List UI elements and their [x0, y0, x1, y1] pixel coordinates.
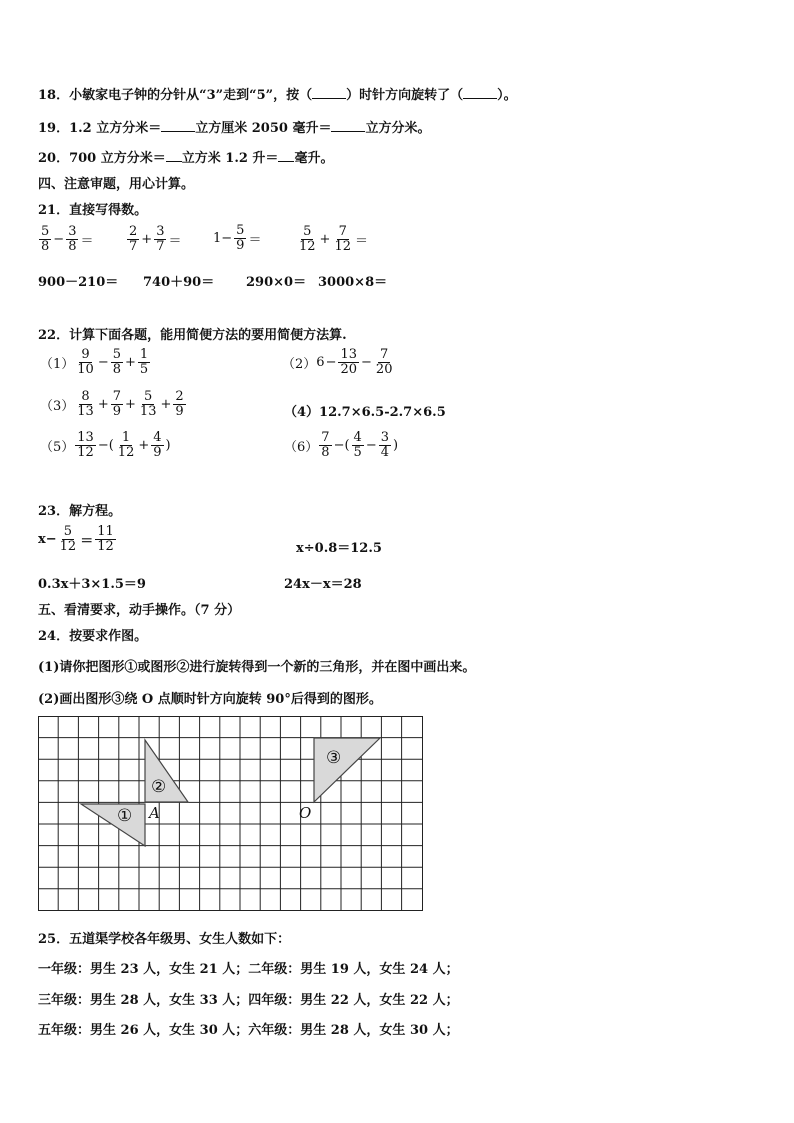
- q23-title: 23．解方程。: [38, 504, 122, 519]
- q18-blank-2[interactable]: [463, 98, 497, 99]
- point-a-label: A: [149, 804, 160, 822]
- question-18: [38, 84, 517, 103]
- q19-blank-2[interactable]: [331, 131, 365, 132]
- q19-blank-1[interactable]: [161, 131, 195, 132]
- q22-item-6: （6） $\frac{7}{8}$ −( $\frac{4}{5}$ − $\frac{3}{4}$ ): [284, 430, 399, 460]
- q25-line-1: 一年级：男生 23 人，女生 21 人；二年级：男生 19 人，女生 24 人；: [38, 962, 459, 977]
- q20-blank-1[interactable]: [166, 161, 182, 162]
- q21-item-2: $\frac{2}{7}$ + $\frac{3}{7}$ ＝: [129, 224, 182, 254]
- question-20: [38, 147, 333, 166]
- q18-text-1: 18．小敏家电子钟的分针从“3”走到“5”，按（: [38, 88, 313, 103]
- q21-item-5: 900－210＝: [38, 275, 119, 290]
- shape-3-label: ③: [326, 748, 342, 768]
- q24-part-2: (2)画出图形③绕 O 点顺时针方向旋转 90°后得到的图形。: [38, 692, 382, 707]
- q23-equation-3: 0.3x＋3×1.5＝9: [38, 577, 146, 592]
- q24-part-1: (1)请你把图形①或图形②进行旋转得到一个新的三角形，并在图中画出来。: [38, 660, 476, 675]
- q18-text-2: ）时针方向旋转了（: [346, 88, 464, 103]
- q22-title: 22．计算下面各题，能用简便方法的要用简便方法算.: [38, 328, 347, 343]
- q20-text-1: 20．700 立方分米＝: [38, 151, 166, 166]
- point-o-label: O: [299, 804, 312, 822]
- q18-blank-1[interactable]: [312, 98, 346, 99]
- q23-equation-1: x− $\frac{5}{12}$ ＝ $\frac{11}{12}$: [38, 524, 114, 554]
- shape-1-label: ①: [117, 806, 133, 826]
- q19-text-2: 立方厘米 2050 毫升＝: [195, 121, 332, 136]
- q22-item-2: （2） 6 − $\frac{13}{20}$ − $\frac{7}{20}$: [282, 347, 393, 377]
- q21-item-1: $\frac{5}{8}$ − $\frac{3}{8}$ ＝: [41, 224, 94, 254]
- q21-item-8: 3000×8＝: [318, 275, 388, 290]
- q21-item-3: 1− $\frac{5}{9}$ ＝: [213, 223, 262, 253]
- q24-title: 24．按要求作图。: [38, 629, 148, 644]
- q22-item-1: （1） $\frac{9}{10}$ − $\frac{5}{8}$ + $\frac{1}{5}$: [40, 347, 149, 377]
- q23-equation-2: x÷0.8＝12.5: [296, 541, 382, 556]
- q21-item-6: 740＋90＝: [143, 275, 215, 290]
- shape-2-label: ②: [151, 777, 167, 797]
- q22-item-4: （4）12.7×6.5-2.7×6.5: [284, 405, 446, 420]
- q25-line-3: 五年级：男生 26 人，女生 30 人；六年级：男生 28 人，女生 30 人；: [38, 1023, 459, 1038]
- q25-title: 25．五道渠学校各年级男、女生人数如下：: [38, 932, 291, 947]
- q21-item-7: 290×0＝: [246, 275, 307, 290]
- q19-text-1: 19．1.2 立方分米＝: [38, 121, 162, 136]
- q20-text-3: 毫升。: [294, 151, 334, 166]
- question-19: [38, 117, 430, 136]
- q20-text-2: 立方米 1.2 升＝: [181, 151, 279, 166]
- q18-text-3: ）。: [497, 88, 517, 103]
- drawing-grid[interactable]: [38, 716, 424, 912]
- q22-item-5: （5） $\frac{13}{12}$ −( $\frac{1}{12}$ + $\frac{4}{9}$ ): [40, 430, 171, 460]
- q20-blank-2[interactable]: [278, 161, 294, 162]
- q25-line-2: 三年级：男生 28 人，女生 33 人；四年级：男生 22 人，女生 22 人；: [38, 993, 459, 1008]
- section-5-heading: 五、看清要求，动手操作。（7 分）: [38, 603, 241, 618]
- triangle-shape-1: [81, 804, 145, 846]
- triangle-shape-3: [314, 738, 380, 802]
- section-4-heading: 四、注意审题，用心计算。: [38, 177, 195, 192]
- q22-item-3: （3） $\frac{8}{13}$ + $\frac{7}{9}$ + $\frac{5}{13}$ + $\frac{2}{9}$: [40, 389, 184, 419]
- q21-title: 21．直接写得数。: [38, 203, 148, 218]
- q19-text-3: 立方分米。: [365, 121, 431, 136]
- q21-item-4: $\frac{5}{12}$ + $\frac{7}{12}$ ＝: [299, 224, 369, 254]
- q23-equation-4: 24x－x＝28: [284, 577, 362, 592]
